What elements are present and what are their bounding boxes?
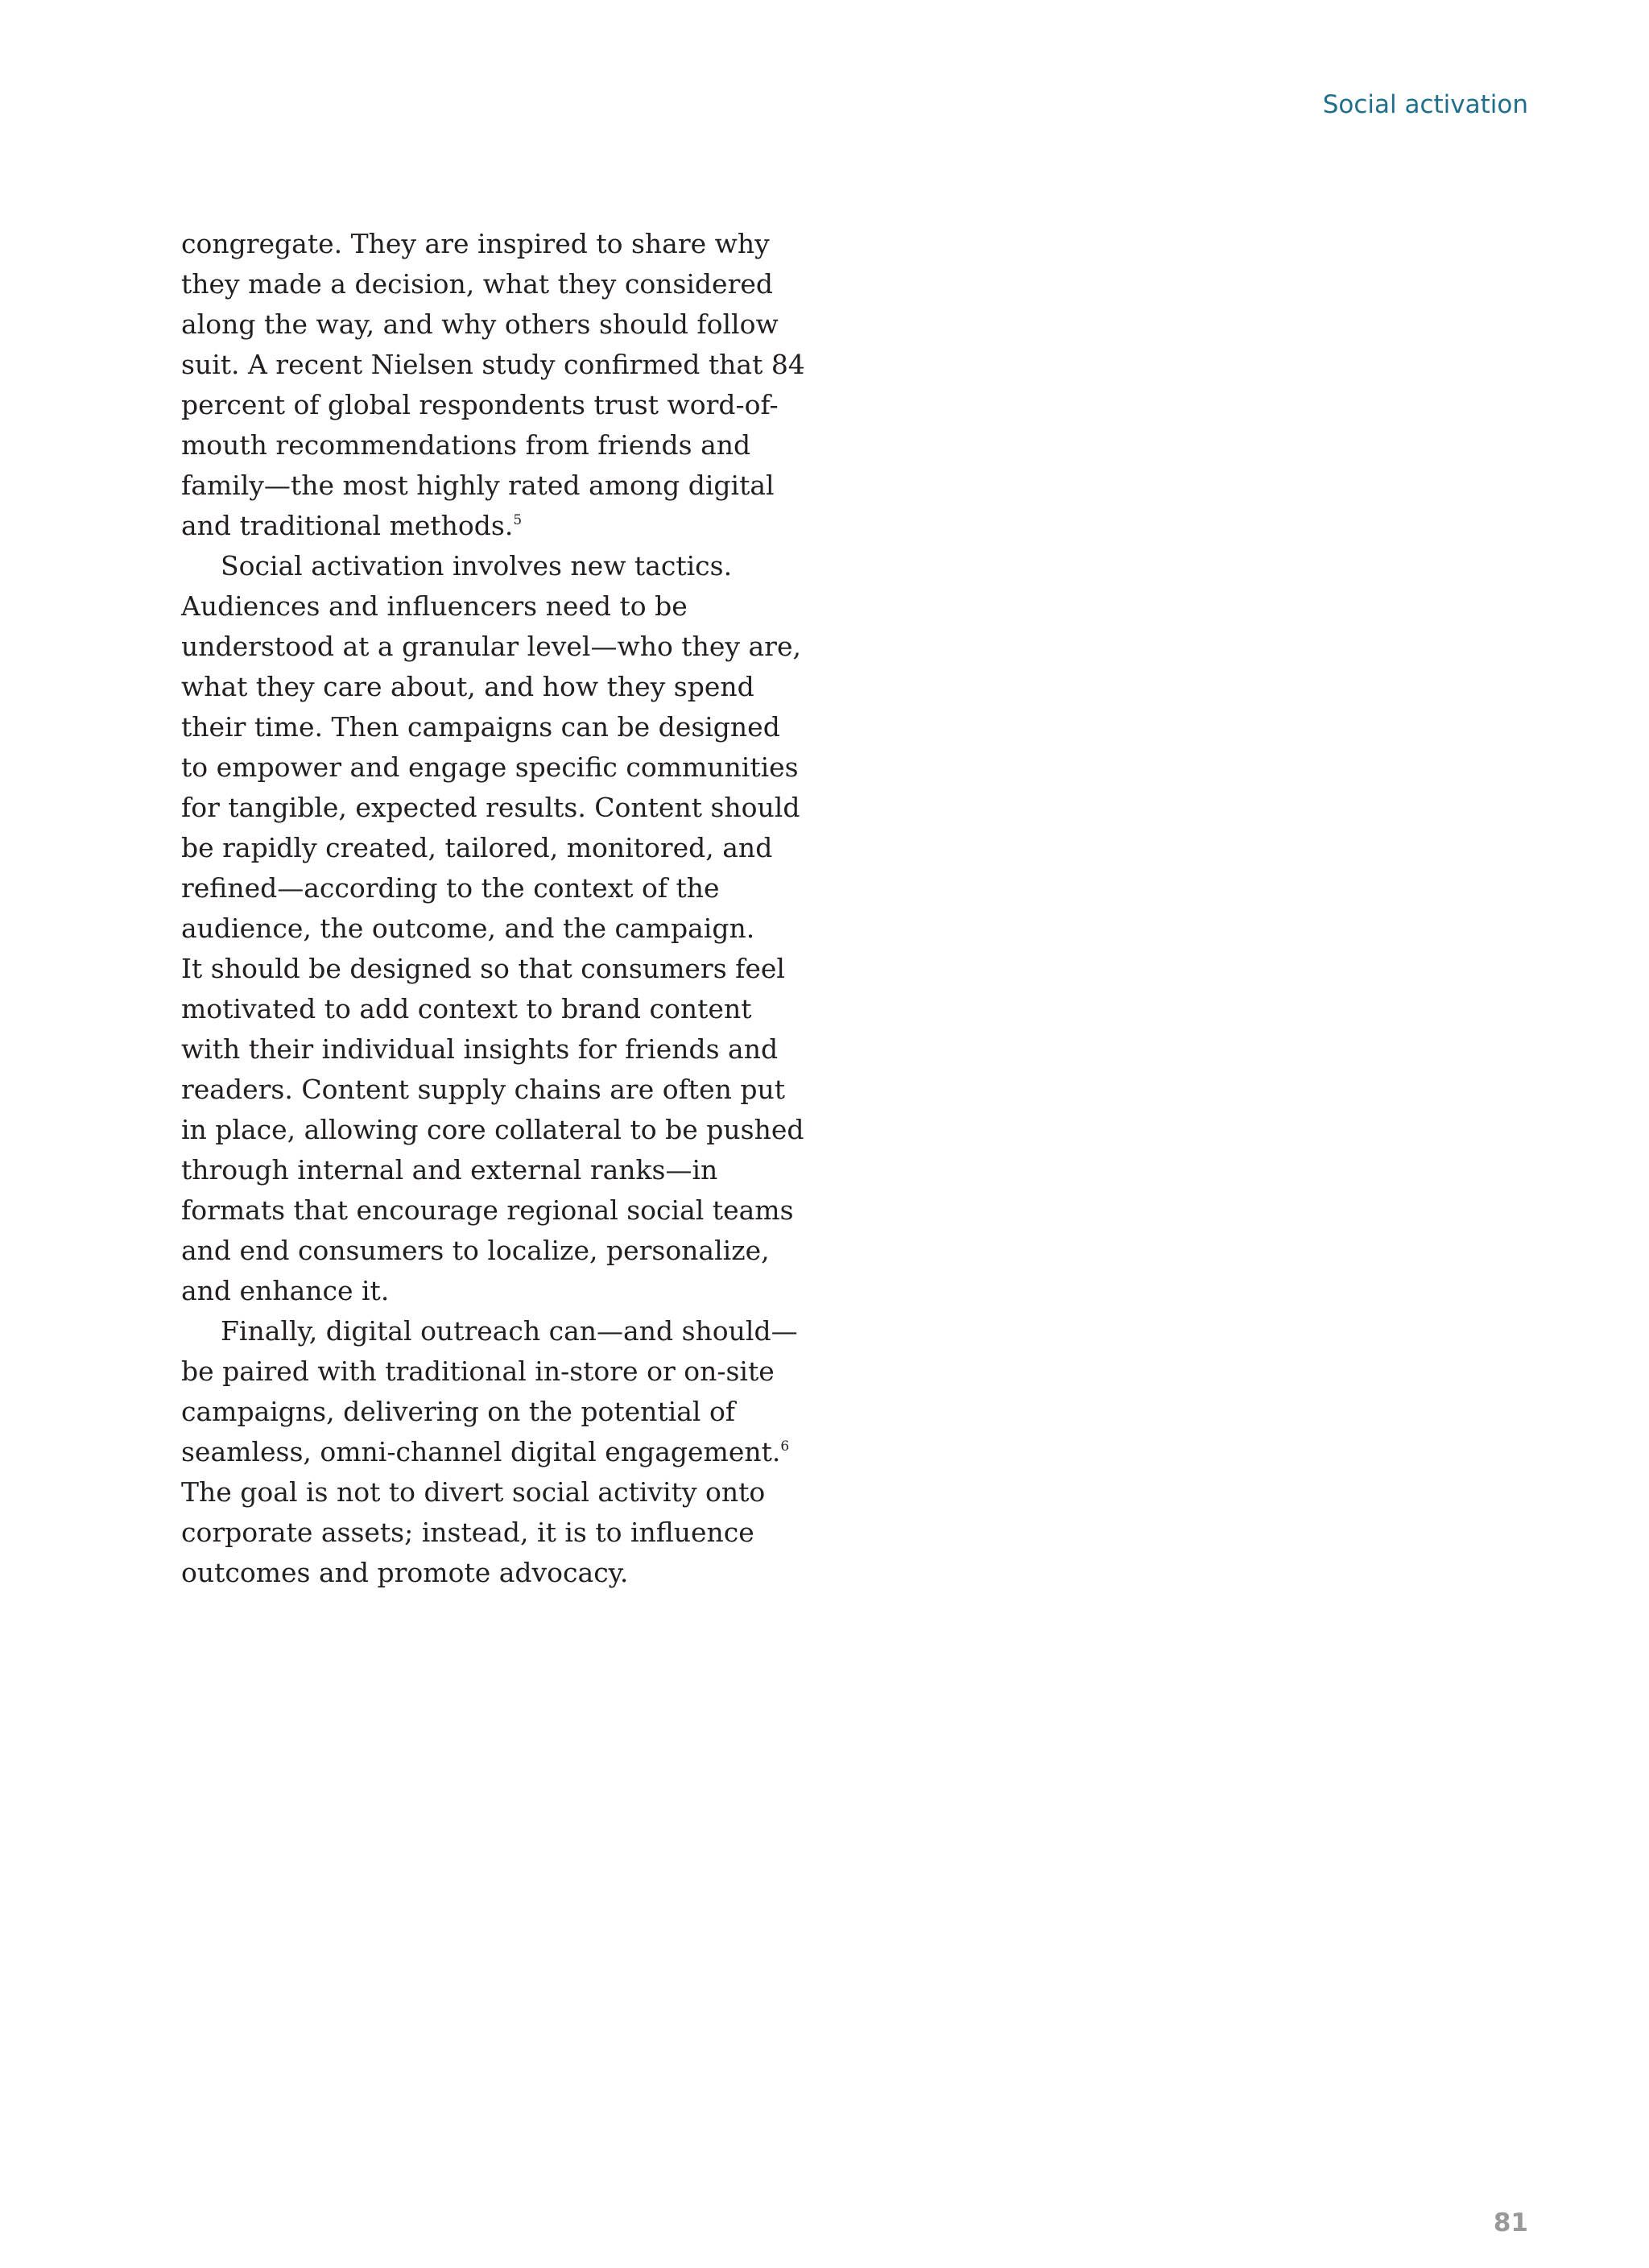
text-line: motivated to add context to brand content	[181, 993, 752, 1024]
text-line: to empower and engage specific communities	[181, 751, 799, 783]
text-line: understood at a granular level—who they are,	[181, 631, 801, 662]
text-line: corporate assets; instead, it is to influence	[181, 1517, 754, 1548]
text-line: what they care about, and how they spend	[181, 671, 754, 702]
text-line: for tangible, expected results. Content should	[181, 792, 800, 823]
text-line: through internal and external ranks—in	[181, 1154, 718, 1186]
text-line-content: and traditional methods.	[181, 510, 514, 541]
text-line: family—the most highly rated among digital	[181, 470, 775, 501]
text-line	[181, 1432, 790, 1472]
text-line: formats that encourage regional social teams	[181, 1194, 794, 1226]
text-line: It should be designed so that consumers feel	[181, 953, 785, 984]
text-line: suit. A recent Nielsen study confirmed that 84	[181, 349, 805, 380]
page-number: 81	[1493, 2208, 1528, 2237]
text-line: percent of global respondents trust word-of-	[181, 389, 779, 420]
text-line: Audiences and influencers need to be	[181, 590, 688, 622]
text-line: refined—according to the context of the	[181, 872, 720, 904]
paragraph-1	[181, 224, 805, 546]
text-line: be paired with traditional in-store or on-site	[181, 1355, 775, 1387]
text-line: The goal is not to divert social activity onto	[181, 1476, 766, 1508]
text-line: with their individual insights for friends and	[181, 1033, 779, 1065]
text-line: mouth recommendations from friends and	[181, 429, 751, 461]
text-line: audience, the outcome, and the campaign.	[181, 913, 755, 944]
footnote-marker-6: 6	[780, 1438, 790, 1455]
paragraph-3	[181, 1311, 798, 1593]
text-line-content: seamless, omni-channel digital engagement.	[181, 1436, 781, 1467]
running-header: Social activation	[1322, 90, 1528, 119]
paragraph-2	[181, 546, 804, 1311]
body-text-column	[181, 224, 805, 1593]
text-line: and end consumers to localize, personalize,	[181, 1235, 770, 1266]
text-line: be rapidly created, tailored, monitored, and	[181, 832, 773, 863]
text-line: campaigns, delivering on the potential of	[181, 1396, 736, 1427]
text-line: congregate. They are inspired to share why	[181, 228, 770, 259]
text-line: their time. Then campaigns can be designed	[181, 711, 780, 743]
text-line: readers. Content supply chains are often put	[181, 1074, 785, 1105]
text-line: Finally, digital outreach can—and should—	[221, 1315, 798, 1347]
footnote-marker-5: 5	[513, 512, 523, 528]
text-line	[181, 506, 745, 546]
text-line: Social activation involves new tactics.	[221, 550, 733, 581]
text-line: outcomes and promote advocacy.	[181, 1557, 629, 1588]
text-line: and enhance it.	[181, 1275, 390, 1306]
text-line: along the way, and why others should follow	[181, 308, 779, 340]
text-line: they made a decision, what they considered	[181, 268, 774, 300]
text-line: in place, allowing core collateral to be pushed	[181, 1114, 804, 1145]
